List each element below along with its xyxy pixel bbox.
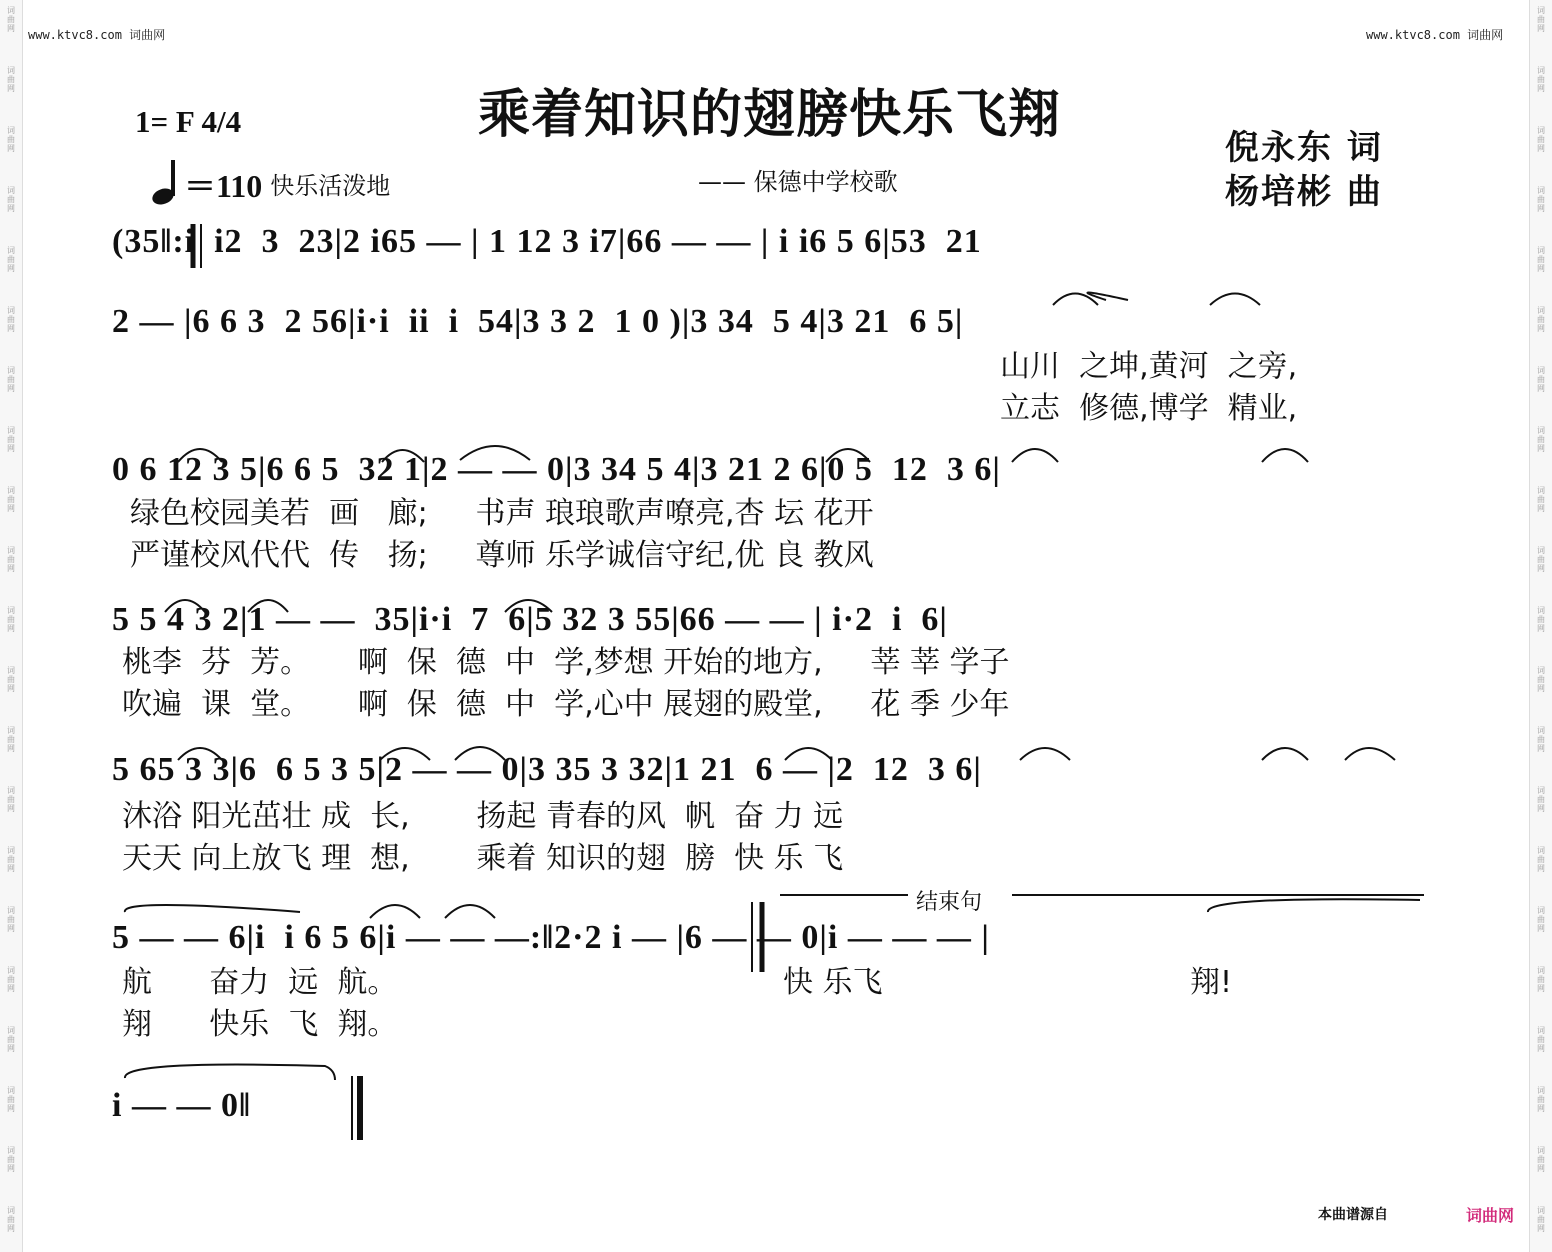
watermark-text: 词曲网 (1537, 486, 1545, 513)
watermark-text: 词曲网 (7, 786, 15, 813)
watermark-text: 词曲网 (1537, 966, 1545, 993)
watermark-text: 词曲网 (1537, 1026, 1545, 1053)
slur (125, 905, 300, 912)
watermark-text: 词曲网 (7, 486, 15, 513)
lyric-line-3-verse-1: 绿色校园美若 画 廊; 书声 琅琅歌声嘹亮,杏 坛 花开 (130, 496, 874, 531)
watermark-text: 词曲网 (1537, 546, 1545, 573)
watermark-text: 词曲网 (1537, 1206, 1545, 1233)
watermark-text: 词曲网 (1537, 666, 1545, 693)
watermark-text: 词曲网 (1537, 726, 1545, 753)
watermark-text: 词曲网 (7, 846, 15, 873)
watermark-text: 词曲网 (1537, 606, 1545, 633)
slur (125, 1065, 335, 1081)
tempo-value: ＝110 (184, 168, 263, 204)
watermark-text: 词曲网 (7, 966, 15, 993)
source-label: 本曲谱源自 (1318, 1207, 1388, 1223)
watermark-text: 词曲网 (7, 306, 15, 333)
watermark-text: 词曲网 (1537, 246, 1545, 273)
lyric-line-2-verse-2: 立志 修德,博学 精业, (1000, 391, 1298, 426)
slur (382, 450, 424, 462)
finale-label: 结束句 (912, 885, 986, 916)
slur (165, 600, 205, 612)
notation-line-4: 5 5 4 3 2|1 — — 35|i·i 7 6|5 32 3 55|66 — — | i·2 i 6| (112, 601, 948, 638)
notation-line-2: 2 — |6 6 3 2 56|i·i ii i 54|3 3 2 1 0 )|3 34 5 4|3 21 6 5| (112, 303, 964, 340)
slur (1345, 748, 1395, 760)
notation-line-6: 5 — — 6|i i 6 5 6|i — — —:‖2·2 i — |6 — — 0|i — — — | (112, 919, 990, 956)
expression-mark: 快乐活泼地 (270, 172, 391, 200)
slur (178, 748, 222, 760)
slur (505, 600, 552, 612)
watermark-text: 词曲网 (1537, 186, 1545, 213)
watermark-text: 词曲网 (7, 126, 15, 153)
slur (455, 747, 505, 760)
slur (445, 905, 495, 918)
lyricist-credit: 倪永东 词 (1225, 128, 1383, 168)
composer-credit: 杨培彬 曲 (1225, 172, 1383, 212)
watermark-text: 词曲网 (7, 426, 15, 453)
lyric-line-6-verse-2: 翔 快乐 飞 翔。 (122, 1007, 398, 1042)
watermark-text: 词曲网 (7, 66, 15, 93)
watermark-text: 词曲网 (7, 906, 15, 933)
subtitle: —— 保德中学校歌 (698, 168, 898, 196)
watermark-text: 词曲网 (7, 546, 15, 573)
slur (178, 449, 222, 462)
watermark-text: 词曲网 (1537, 306, 1545, 333)
watermark-text: 词曲网 (7, 246, 15, 273)
site-url-left[interactable]: www.ktvc8.com 词曲网 (28, 28, 166, 42)
watermark-text: 词曲网 (7, 186, 15, 213)
slur (785, 748, 832, 760)
slur (1262, 449, 1308, 462)
key-signature: 1= F 4/4 (135, 104, 242, 139)
notation-line-3: 0 6 12 3 5|6 6 5 32 1|2 — — 0|3 34 5 4|3 21 2 6|0 5 12 3 6| (112, 451, 1001, 488)
slur (380, 748, 430, 760)
song-title: 乘着知识的翅膀快乐飞翔 (478, 85, 1062, 145)
watermark-text: 词曲网 (1537, 126, 1545, 153)
source-site-link[interactable]: 词曲网 (1466, 1206, 1515, 1225)
notation-line-1: (35‖:i i2 3 23|2 i65 — | 1 12 3 i7|66 — — | i i6 5 6|53 21 (112, 223, 982, 260)
slur (370, 905, 420, 918)
watermark-text: 词曲网 (1537, 906, 1545, 933)
slur (460, 446, 530, 460)
watermark-text: 词曲网 (1537, 66, 1545, 93)
slur (826, 449, 870, 462)
lyric-finale: 快 乐飞 (783, 965, 883, 1000)
watermark-text: 词曲网 (1537, 6, 1545, 33)
watermark-text: 词曲网 (7, 666, 15, 693)
site-url-right[interactable]: www.ktvc8.com 词曲网 (1366, 28, 1504, 42)
lyric-line-4-verse-1: 桃李 芬 芳。 啊 保 德 中 学,梦想 开始的地方, 莘 莘 学子 (122, 645, 1010, 680)
slur (1020, 748, 1070, 760)
slur (1012, 449, 1058, 462)
slur (1087, 293, 1128, 301)
lyric-finale-end: 翔! (1190, 965, 1233, 1000)
lyric-line-5-verse-2: 天天 向上放飞 理 想, 乘着 知识的翅 膀 快 乐 飞 (122, 841, 844, 876)
slur (1210, 294, 1260, 306)
watermark-text: 词曲网 (1537, 786, 1545, 813)
watermark-text: 词曲网 (7, 366, 15, 393)
slur (1208, 899, 1420, 912)
lyric-line-4-verse-2: 吹遍 课 堂。 啊 保 德 中 学,心中 展翅的殿堂, 花 季 少年 (122, 687, 1010, 722)
watermark-text: 词曲网 (1537, 426, 1545, 453)
watermark-text: 词曲网 (7, 1146, 15, 1173)
lyric-line-6-verse-1: 航 奋力 远 航。 (122, 965, 398, 1000)
watermark-text: 词曲网 (1537, 846, 1545, 873)
notation-line-5: 5 65 3 3|6 6 5 3 5|2 — — 0|3 35 3 32|1 21 6 — |2 12 3 6| (112, 751, 982, 788)
watermark-text: 词曲网 (7, 6, 15, 33)
slur (248, 600, 288, 612)
watermark-text: 词曲网 (1537, 1086, 1545, 1113)
watermark-text: 词曲网 (7, 606, 15, 633)
slur (1262, 748, 1308, 760)
watermark-text: 词曲网 (7, 726, 15, 753)
watermark-text: 词曲网 (1537, 366, 1545, 393)
notation-line-7: i — — 0‖ (112, 1087, 251, 1124)
lyric-line-3-verse-2: 严谨校风代代 传 扬; 尊师 乐学诚信守纪,优 良 教风 (130, 538, 874, 573)
watermark-text: 词曲网 (7, 1206, 15, 1233)
lyric-line-2-verse-1: 山川 之坤,黄河 之旁, (1000, 349, 1298, 384)
watermark-text: 词曲网 (7, 1086, 15, 1113)
lyric-line-5-verse-1: 沐浴 阳光茁壮 成 长, 扬起 青春的风 帆 奋 力 远 (122, 799, 844, 834)
watermark-text: 词曲网 (1537, 1146, 1545, 1173)
watermark-text: 词曲网 (7, 1026, 15, 1053)
